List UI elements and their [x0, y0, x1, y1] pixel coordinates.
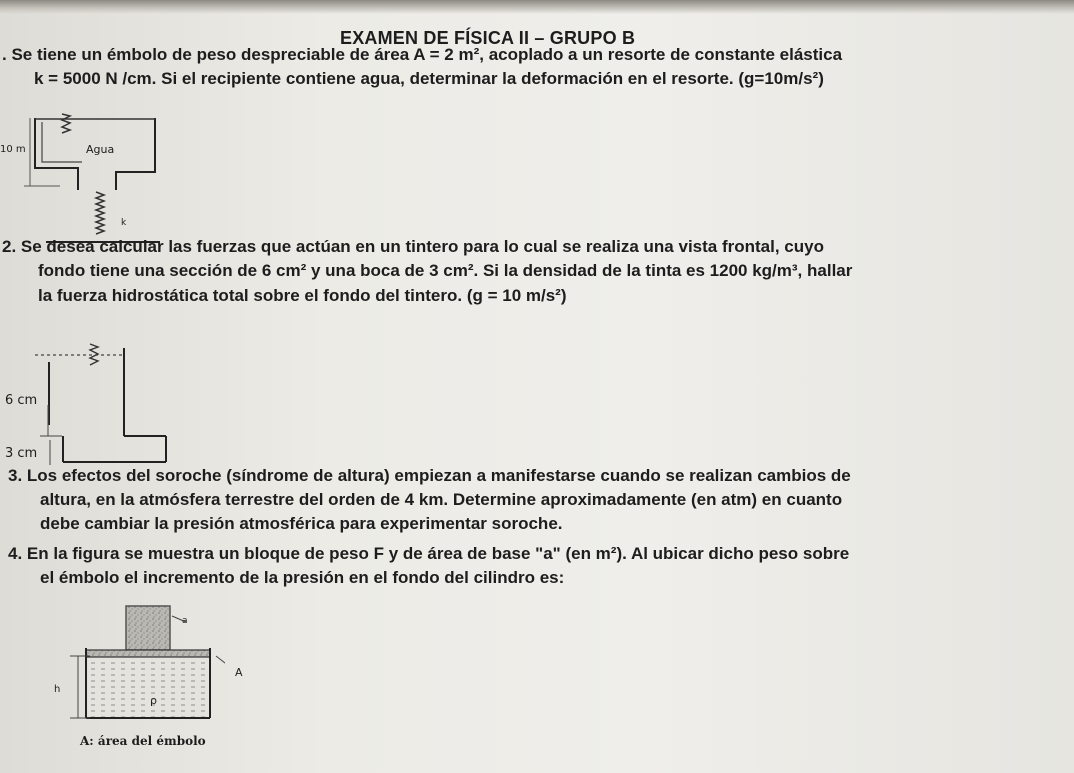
q4-figure-caption: A: área del émbolo	[80, 734, 206, 748]
q4-density-label: ρ	[150, 694, 157, 707]
q1-height-label: 10 m	[0, 144, 26, 155]
q1-line-1: . Se tiene un émbolo de peso despreciable de área A = 2 m², acoplado a un resorte de constante elástica	[2, 45, 843, 64]
q4-block-area-label: a	[182, 616, 188, 626]
q4-line-1: 4. En la figura se muestra un bloque de peso F y de área de base "a" (en m²). Al ubicar dicho peso sobre	[8, 544, 850, 563]
q2-line-1: 2. Se desea calcular las fuerzas que actúan en un tintero para lo cual se realiza una vista frontal, cuyo	[2, 237, 824, 256]
q3-line-1: 3. Los efectos del soroche (síndrome de altura) empiezan a manifestarse cuando se realizan cambios de	[8, 466, 851, 485]
paper-edge	[0, 0, 1074, 14]
q1-line-2: k = 5000 N /cm. Si el recipiente contiene agua, determinar la deformación en el resorte. (g=10m/s²)	[34, 69, 824, 88]
q4-piston-area-label: A	[235, 666, 243, 679]
q1-spring-label: k	[121, 218, 127, 228]
q2-line-3: la fuerza hidrostática total sobre el fondo del tintero. (g = 10 m/s²)	[38, 286, 567, 305]
q2-height-label-top: 6 cm	[5, 393, 38, 408]
q4-line-2: el émbolo el incremento de la presión en el fondo del cilindro es:	[40, 568, 565, 587]
q3-line-3: debe cambiar la presión atmosférica para experimentar soroche.	[40, 514, 563, 533]
q4-height-label: h	[54, 684, 61, 695]
q3-line-2: altura, en la atmósfera terrestre del orden de 4 km. Determine aproximadamente (en atm) en cuanto	[40, 490, 843, 509]
q2-height-label-bottom: 3 cm	[5, 446, 38, 461]
exam-title: EXAMEN DE FÍSICA II – GRUPO B	[340, 28, 636, 48]
q2-line-2: fondo tiene una sección de 6 cm² y una boca de 3 cm². Si la densidad de la tinta es 1200 kg/m³, hallar	[38, 261, 853, 280]
q1-liquid-label: Agua	[86, 143, 115, 156]
q1-figure	[0, 92, 175, 250]
q4-figure	[50, 600, 225, 730]
